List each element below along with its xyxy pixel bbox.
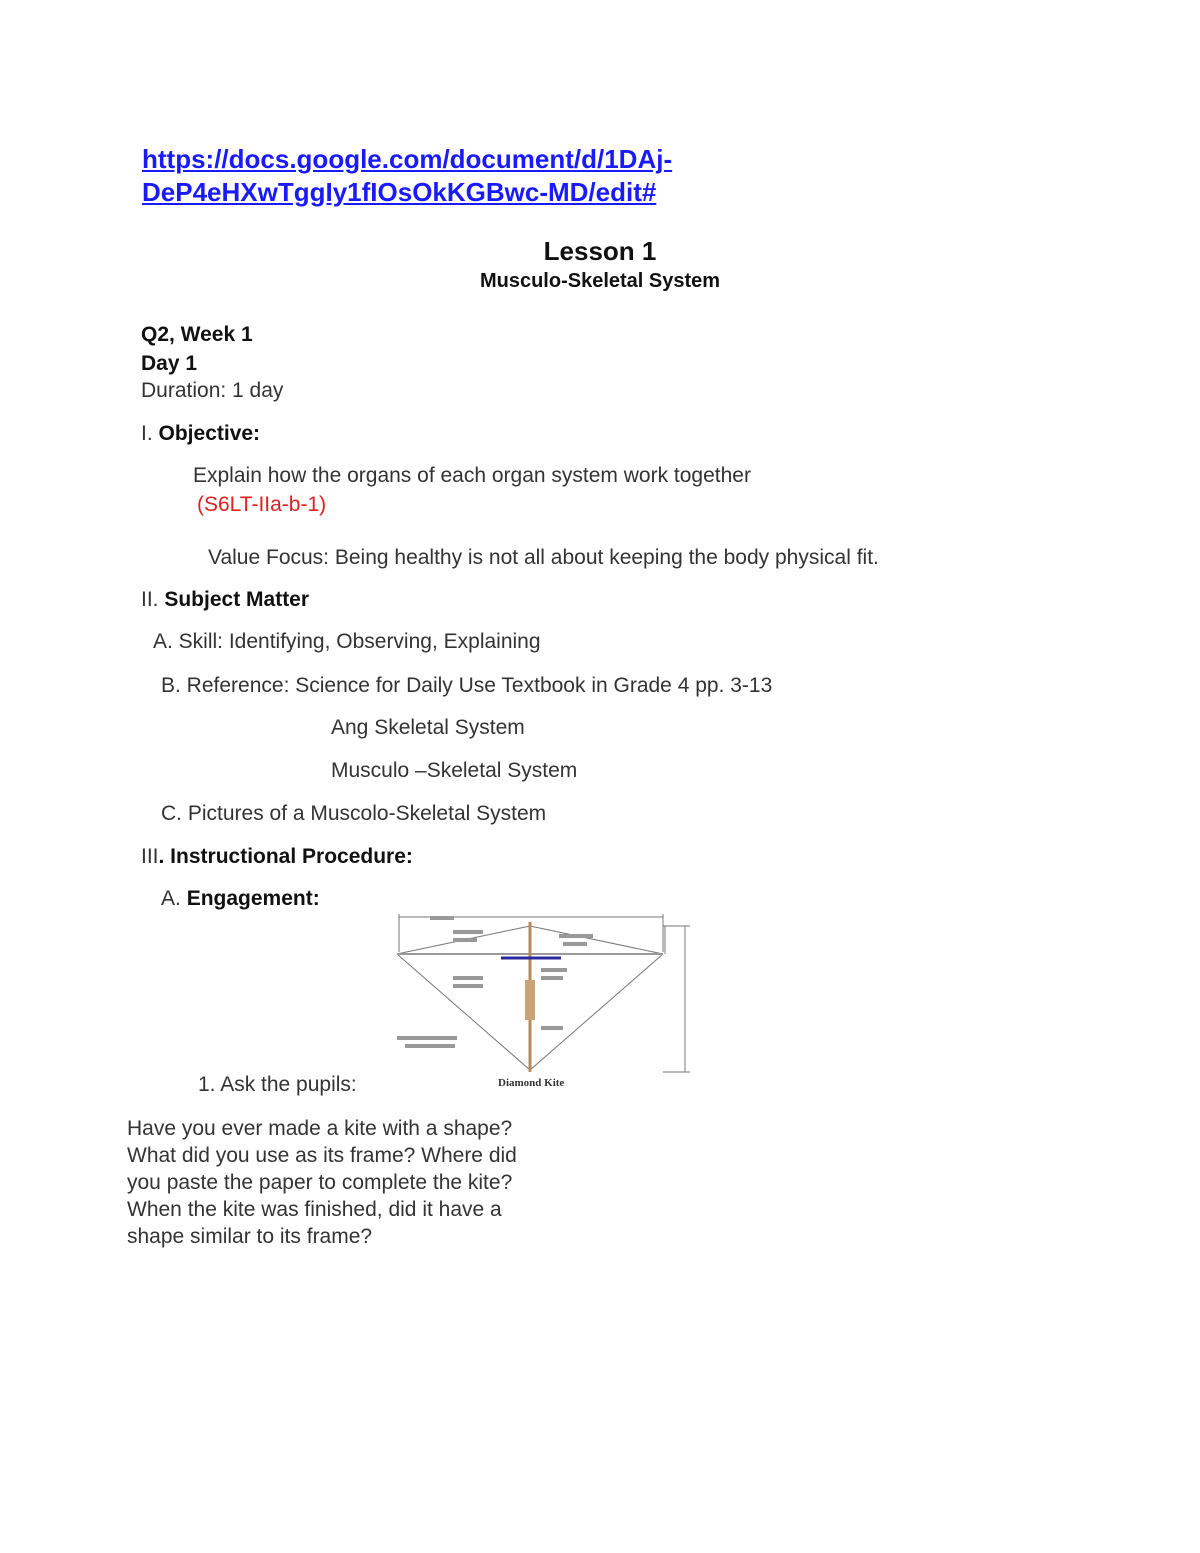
engagement-heading-text: Engagement: (186, 887, 320, 910)
lesson-subtitle: Musculo-Skeletal System (479, 270, 721, 292)
procedure-numeral: III (141, 845, 159, 868)
quarter-week: Q2, Week 1 (141, 323, 253, 346)
day-label: Day 1 (141, 352, 198, 375)
duration: Duration: 1 day (141, 379, 284, 402)
subject-matter-heading (141, 588, 309, 612)
objective-numeral: I. (141, 422, 159, 445)
engagement-letter: A. (161, 887, 187, 910)
subject-matter-numeral: II. (141, 588, 165, 611)
kite-diagram (385, 912, 705, 1092)
document-link-line2[interactable]: DeP4eHXwTggIy1fIOsOkKGBwc-MD/edit# (142, 177, 657, 207)
reference-subitem-1: Ang Skeletal System (331, 716, 525, 739)
procedure-heading-text: . Instructional Procedure: (158, 845, 413, 868)
reference-subitem-2: Musculo –Skeletal System (331, 759, 578, 782)
objective-heading (141, 422, 260, 446)
subject-matter-heading-text: Subject Matter (164, 588, 310, 611)
objective-text: Explain how the organs of each organ system work together (193, 464, 751, 487)
document-link-line1[interactable]: https://docs.google.com/document/d/1DAj- (142, 144, 673, 174)
objective-heading-text: Objective: (158, 422, 261, 445)
lesson-title: Lesson 1 (543, 236, 657, 266)
reference-item: B. Reference: Science for Daily Use Textbook in Grade 4 pp. 3-13 (161, 674, 773, 697)
objective-code: (S6LT-IIa-b-1) (197, 493, 327, 516)
question-paragraph: Have you ever made a kite with a shape? What did you use as its frame? Where did you paste the paper to complete the kite? When the kite was finished, did it have a shape similar to its frame? (127, 1117, 517, 1248)
step-1-ask: 1. Ask the pupils: (198, 1073, 357, 1096)
kite-caption: Diamond Kite (498, 1077, 565, 1089)
document-link[interactable] (142, 143, 762, 209)
pictures-item: C. Pictures of a Muscolo-Skeletal System (161, 802, 547, 825)
skill-item: A. Skill: Identifying, Observing, Explaining (153, 630, 541, 653)
value-focus: Value Focus: Being healthy is not all about keeping the body physical fit. (208, 546, 879, 569)
engagement-heading (161, 887, 320, 911)
procedure-heading (141, 845, 413, 869)
